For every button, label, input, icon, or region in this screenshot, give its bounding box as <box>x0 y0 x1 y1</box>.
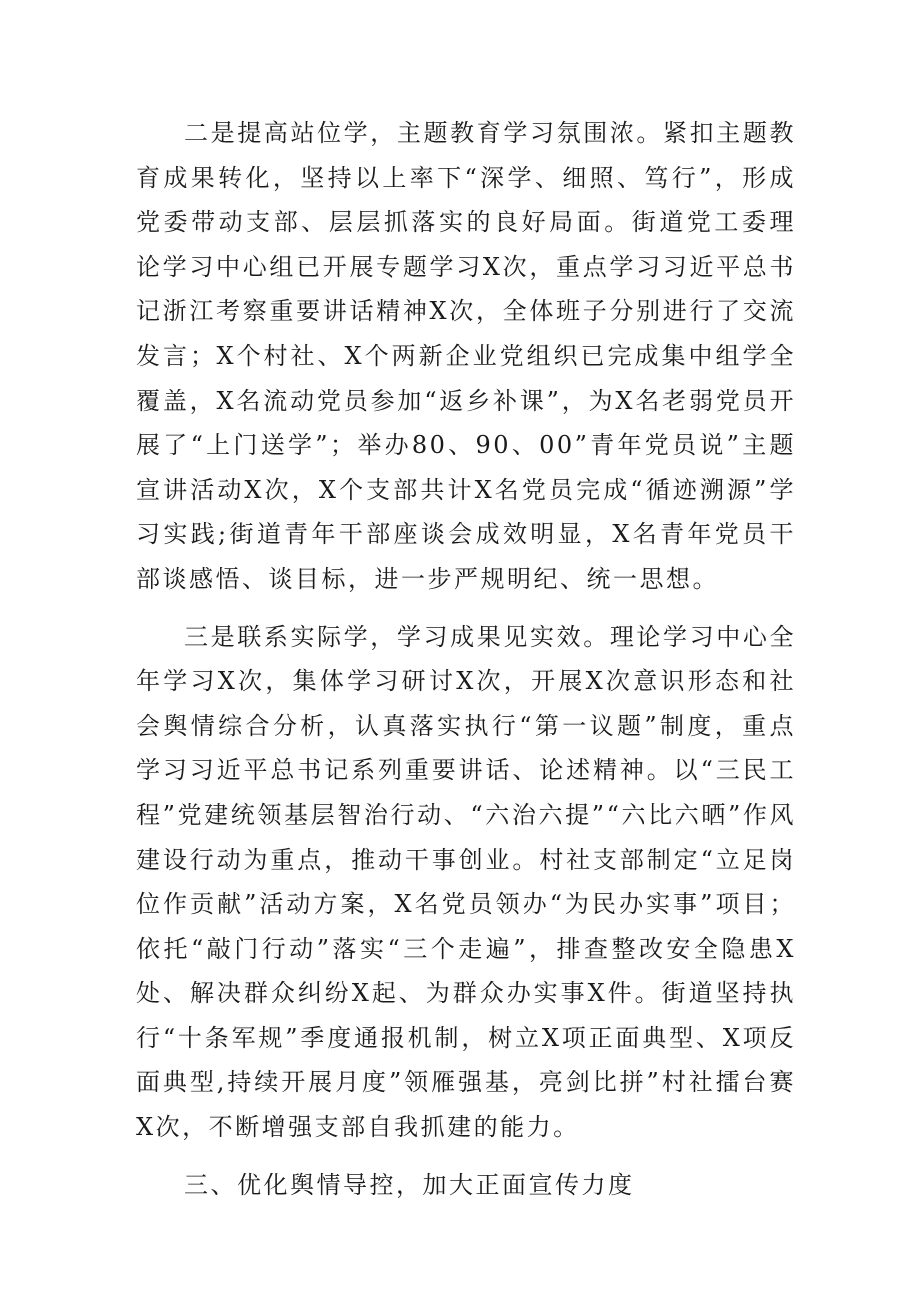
paragraph-study-atmosphere: 二是提高站位学，主题教育学习氛围浓。紧扣主题教育成果转化，坚持以上率下“深学、细照、笃行”，形成党委带动支部、层层抓落实的良好局面。街道党工委理论学习中心组已开展专题学习X次，重点学习习近平总书记浙江考察重要讲话精神X次，全体班子分别进行了交流发言；X个村社、X个两新企业党组织已完成集中组学全覆盖，X名流动党员参加“返乡补课”，为X名老弱党员开展了“上门送学”；举办80、90、00”青年党员说”主题宣讲活动X次，X个支部共计X名党员完成“循迹溯源”学习实践;街道青年干部座谈会成效明显，X名青年党员干部谈感悟、谈目标，进一步严规明纪、统一思想。 <box>136 119 796 593</box>
paragraph-study-results: 三是联系实际学，学习成果见实效。理论学习中心全年学习X次，集体学习研讨X次，开展X次意识形态和社会舆情综合分析，认真落实执行“第一议题”制度，重点学习习近平总书记系列重要讲话、论述精神。以“三民工程”党建统领基层智治行动、“六治六提”“六比六晒”作风建设行动为重点，推动干事创业。村社支部制定“立足岗位作贡献”活动方案，X名党员领办“为民办实事”项目；依托“敲门行动”落实“三个走遍”，排查整改安全隐患X处、解决群众纠纷X起、为群众办实事X件。街道坚持执行“十条军规”季度通报机制，树立X项正面典型、X项反面典型,持续开展月度”领雁强基，亮剑比拼”村社擂台赛X次，不断增强支部自我抓建的能力。 <box>136 622 796 1142</box>
document-body <box>136 111 796 1207</box>
section-heading: 三、优化舆情导控，加大正面宣传力度 <box>184 1170 635 1199</box>
